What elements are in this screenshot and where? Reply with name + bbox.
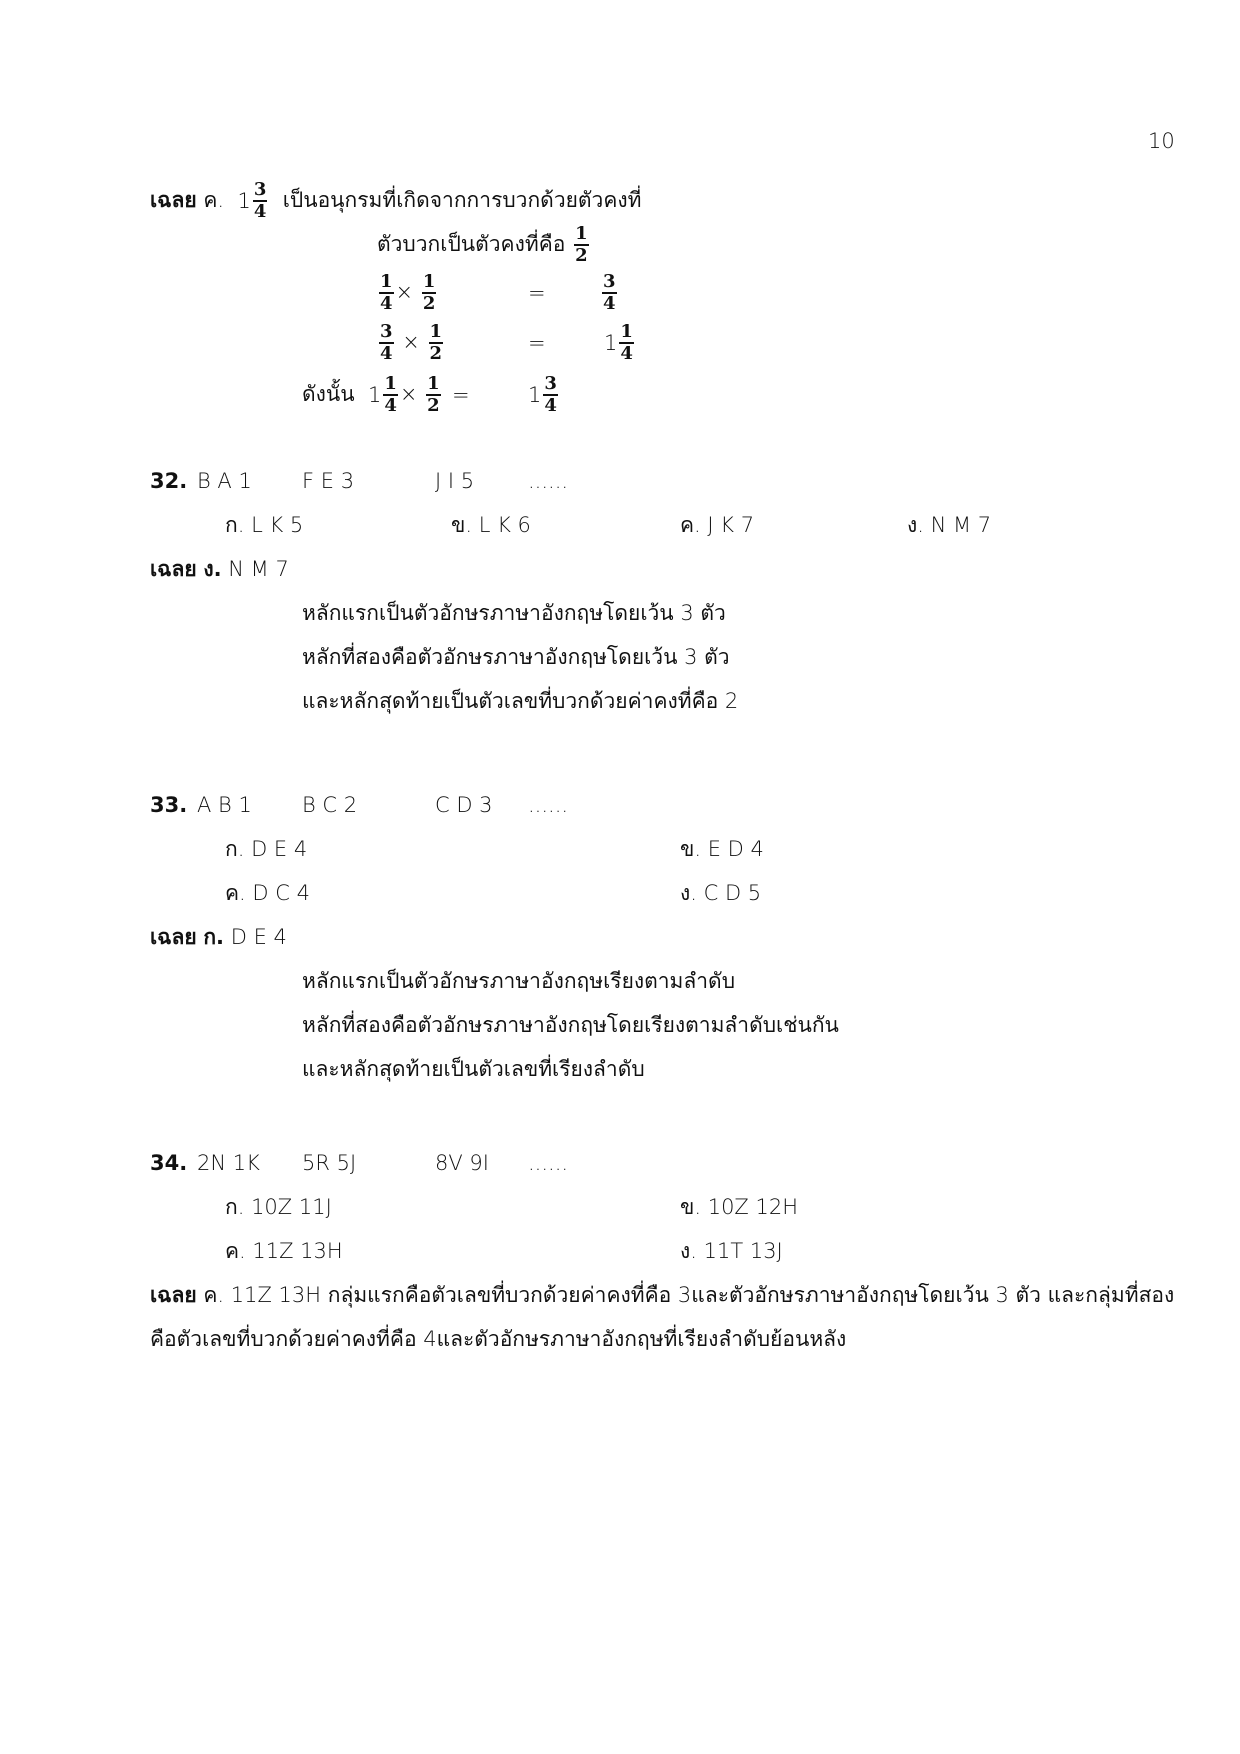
sequence-term: ......	[528, 1151, 569, 1175]
answer-key: เฉลย ก. D E 4	[150, 925, 287, 949]
sequence-term: J I 5	[435, 469, 475, 493]
explanation-line: หลักแรกเป็นตัวอักษรภาษาอังกฤษโดยเว้น 3 ตัว	[302, 601, 726, 625]
fraction: $\frac{3}{4}$	[253, 179, 267, 222]
question-number: 32.	[150, 469, 188, 493]
calc-result-1: $\frac{3}{4}$	[603, 271, 616, 314]
answer-option: ง. N M 7	[907, 513, 992, 537]
sequence-term: 5R 5J	[302, 1151, 357, 1175]
final-result: 1 $\frac{3}{4}$	[528, 373, 557, 416]
addend-line	[377, 222, 591, 266]
explanation-line: และหลักสุดท้ายเป็นตัวเลขที่บวกด้วยค่าคงที่คือ 2	[302, 689, 739, 713]
calc-result-2: 1 $\frac{1}{4}$	[604, 321, 633, 364]
mixed-whole: 1	[237, 189, 251, 213]
question-number: 34.	[150, 1151, 188, 1175]
fraction: $\frac{1}{2}$	[575, 223, 588, 266]
calc-row-1: $\frac{1}{4}$ × $\frac{1}{2}$	[380, 271, 436, 314]
sequence-term: 2N 1K	[197, 1151, 260, 1175]
answer-option: ข. 10Z 12H	[680, 1195, 799, 1219]
answer-option: ข. L K 6	[451, 513, 531, 537]
answer-option: ก. D E 4	[225, 837, 308, 861]
sequence-term: 8V 9I	[435, 1151, 489, 1175]
addend-text: ตัวบวกเป็นตัวคงที่คือ	[377, 232, 566, 256]
equals: =	[528, 281, 546, 305]
explanation-line: และหลักสุดท้ายเป็นตัวเลขที่เรียงลำดับ	[302, 1057, 645, 1081]
answer-key: เฉลย ง. N M 7	[150, 557, 289, 581]
sequence-term: A B 1	[197, 793, 252, 817]
answer-option: ก. L K 5	[225, 513, 304, 537]
equals: =	[452, 383, 470, 407]
answer-option: ง. 11T 13J	[680, 1239, 783, 1263]
answer-text: เป็นอนุกรมที่เกิดจากการบวกด้วยตัวคงที่	[282, 188, 642, 212]
answer-option: ข. E D 4	[680, 837, 764, 861]
page-number: 10	[1148, 129, 1175, 153]
calc-row-2: $\frac{3}{4}$ × $\frac{1}{2}$	[380, 321, 443, 364]
explanation-line: หลักแรกเป็นตัวอักษรภาษาอังกฤษเรียงตามลำดับ	[302, 969, 736, 993]
sequence-term: C D 3	[435, 793, 493, 817]
equals: =	[528, 331, 546, 355]
sequence-term: F E 3	[302, 469, 355, 493]
question-number: 33.	[150, 793, 188, 817]
answer-option: ค. J K 7	[680, 513, 755, 537]
therefore-row: ดังนั้น 1 $\frac{1}{4}$ × $\frac{1}{2}$	[302, 373, 440, 416]
sequence-term: ......	[528, 793, 569, 817]
sequence-term: B C 2	[302, 793, 358, 817]
q31-answer-line	[150, 178, 642, 223]
answer-option: ง. C D 5	[680, 881, 762, 905]
answer-option: ค. 11Z 13H	[225, 1239, 343, 1263]
answer-option: ค. D C 4	[225, 881, 310, 905]
sequence-term: ......	[528, 469, 569, 493]
answer-option: ก. 10Z 11J	[225, 1195, 332, 1219]
answer-label: เฉลย	[150, 188, 197, 212]
explanation-line: หลักที่สองคือตัวอักษรภาษาอังกฤษโดยเรียงตามลำดับเช่นกัน	[302, 1013, 839, 1037]
sequence-term: B A 1	[197, 469, 252, 493]
explanation-line: คือตัวเลขที่บวกด้วยค่าคงที่คือ 4และตัวอักษรภาษาอังกฤษที่เรียงลำดับย้อนหลัง	[150, 1327, 847, 1351]
answer-key: เฉลย ค. 11Z 13H กลุ่มแรกคือตัวเลขที่บวกด้วยค่าคงที่คือ 3และตัวอักษรภาษาอังกฤษโดยเว้น 3 ตัว และกลุ่มที่สอง	[150, 1283, 1175, 1307]
explanation-line: หลักที่สองคือตัวอักษรภาษาอังกฤษโดยเว้น 3 ตัว	[302, 645, 730, 669]
answer-choice: ค.	[203, 188, 225, 212]
